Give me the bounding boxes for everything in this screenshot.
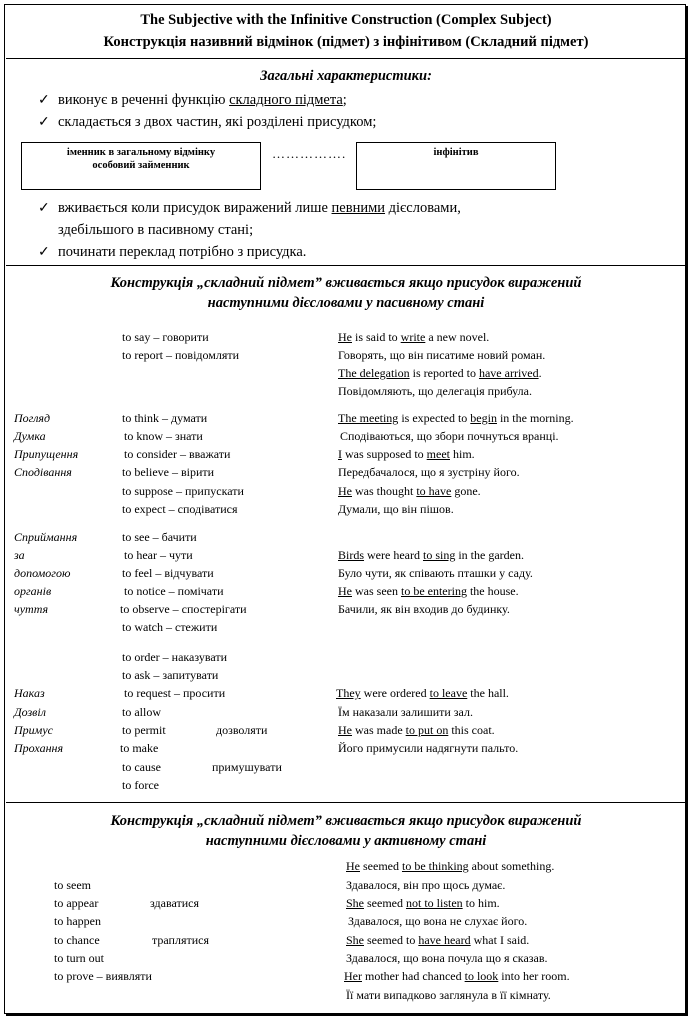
verb-think: to think – думати: [122, 411, 208, 425]
section-divider-1: [6, 265, 686, 266]
active-example-4-translation: Її мати випадково заглянула в її кімнату.: [346, 988, 551, 1002]
verb-observe: to observe – спостерігати: [120, 602, 247, 616]
section2-title-line1: Конструкція „складний підмет” вживається якщо присудок виражений: [110, 813, 582, 829]
check-icon: ✓: [38, 115, 50, 130]
category-thought: Думка: [14, 429, 46, 443]
section1-title-line1: Конструкція „складний підмет” вживається якщо присудок виражений: [110, 275, 582, 291]
verb-cause: to cause: [122, 760, 161, 774]
active-example-3-translation: Здавалося, що вона почула що я сказав.: [346, 951, 548, 965]
active-example-2-translation: Здавалося, що вона не слухає його.: [348, 914, 528, 928]
verb-consider: to consider – вважати: [124, 447, 231, 461]
subject-box-line1: іменник в загальному відмінку: [66, 147, 216, 158]
bullet-3-line2: здебільшого в пасивному стані;: [58, 222, 254, 238]
check-icon: ✓: [38, 93, 50, 108]
example-5-translation: Думали, що він пішов.: [338, 502, 454, 516]
example-4-translation: Передбачалося, що я зустріну його.: [338, 465, 520, 479]
verb-appear-translation: здаватися: [150, 896, 199, 910]
example-3: The meeting is expected to begin in the morning.: [338, 411, 574, 425]
verb-happen: to happen: [54, 914, 101, 928]
predicate-dots: …………….: [272, 146, 347, 161]
verb-believe: to believe – вірити: [122, 465, 215, 479]
example-8-translation: Їм наказали залишити зал.: [338, 705, 473, 719]
example-9-translation: Його примусили надягнути пальто.: [338, 741, 519, 755]
section1-title-line2: наступними дієсловами у пасивному стані: [207, 295, 485, 311]
category-perception-3: допомогою: [14, 566, 71, 580]
verb-appear: to appear: [54, 896, 99, 910]
example-2-translation: Повідомляють, що делегація прибула.: [338, 384, 532, 398]
verb-hear: to hear – чути: [124, 548, 193, 562]
category-perception-2: за: [14, 548, 25, 562]
example-7: He was seen to be entering the house.: [338, 584, 519, 598]
title-english: The Subjective with the Infinitive Construction (Complex Subject): [140, 12, 552, 28]
category-assumption: Припущення: [14, 447, 79, 461]
example-2: The delegation is reported to have arrived.: [338, 366, 542, 380]
category-request: Прохання: [14, 741, 64, 755]
example-9: He was made to put on this coat.: [338, 723, 495, 737]
active-example-1-translation: Здавалося, він про щось думає.: [346, 878, 506, 892]
section2-title-line2: наступними дієсловами у активному стані: [205, 833, 487, 849]
verb-see: to see – бачити: [122, 530, 197, 544]
category-permission: Дозвіл: [14, 705, 46, 719]
subject-box-line2: особовий займенник: [92, 160, 190, 171]
verb-notice: to notice – помічати: [124, 584, 224, 598]
subject-box: [21, 142, 261, 190]
verb-chance: to chance: [54, 933, 100, 947]
verb-request: to request – просити: [124, 686, 226, 700]
example-1: He is said to write a new novel.: [338, 330, 490, 344]
verb-allow: to allow: [122, 705, 161, 719]
check-icon: ✓: [38, 201, 50, 216]
verb-permit-translation: дозволяти: [216, 723, 268, 737]
verb-permit: to permit: [122, 723, 166, 737]
verb-watch: to watch – стежити: [122, 620, 218, 634]
infinitive-box-label: інфінітив: [433, 147, 479, 158]
example-6: Birds were heard to sing in the garden.: [338, 548, 524, 562]
category-view: Погляд: [14, 411, 51, 425]
verb-feel: to feel – відчувати: [122, 566, 214, 580]
active-example-4: Her mother had chanced to look into her room.: [344, 969, 570, 983]
example-5: He was thought to have gone.: [338, 484, 481, 498]
verb-expect: to expect – сподіватися: [122, 502, 238, 516]
check-icon: ✓: [38, 245, 50, 260]
verb-report: to report – повідомляти: [122, 348, 240, 362]
verb-suppose: to suppose – припускати: [122, 484, 244, 498]
general-heading: Загальні характеристики:: [260, 68, 432, 84]
verb-say: to say – говорити: [122, 330, 209, 344]
verb-chance-translation: траплятися: [152, 933, 209, 947]
verb-cause-translation: примушувати: [212, 760, 282, 774]
verb-ask: to ask – запитувати: [122, 668, 219, 682]
title-divider: [6, 58, 686, 59]
verb-seem: to seem: [54, 878, 91, 892]
example-3-translation: Сподіваються, що збори почнуться вранці.: [340, 429, 559, 443]
example-1-translation: Говорять, що він писатиме новий роман.: [338, 348, 546, 362]
example-8: They were ordered to leave the hall.: [336, 686, 509, 700]
active-example-2: She seemed not to listen to him.: [346, 896, 500, 910]
category-order: Наказ: [14, 686, 45, 700]
verb-turn-out: to turn out: [54, 951, 104, 965]
category-compulsion: Примус: [14, 723, 53, 737]
category-perception-1: Сприймання: [14, 530, 78, 544]
verb-force: to force: [122, 778, 159, 792]
category-hope: Сподівання: [14, 465, 72, 479]
verb-prove: to prove – виявляти: [54, 969, 152, 983]
title-ukrainian: Конструкція називний відмінок (підмет) з інфінітивом (Складний підмет): [103, 34, 589, 50]
section-divider-2: [6, 802, 686, 803]
verb-know: to know – знати: [124, 429, 203, 443]
example-6-translation: Було чути, як співають пташки у саду.: [338, 566, 533, 580]
infinitive-box: [356, 142, 556, 190]
example-4: I was supposed to meet him.: [338, 447, 475, 461]
category-perception-4: органів: [14, 584, 52, 598]
active-example-3: She seemed to have heard what I said.: [346, 933, 530, 947]
verb-make: to make: [120, 741, 159, 755]
verb-order: to order – наказувати: [122, 650, 228, 664]
example-7-translation: Бачили, як він входив до будинку.: [338, 602, 510, 616]
active-example-1: He seemed to be thinking about something.: [346, 859, 555, 873]
category-perception-5: чуття: [14, 602, 49, 616]
